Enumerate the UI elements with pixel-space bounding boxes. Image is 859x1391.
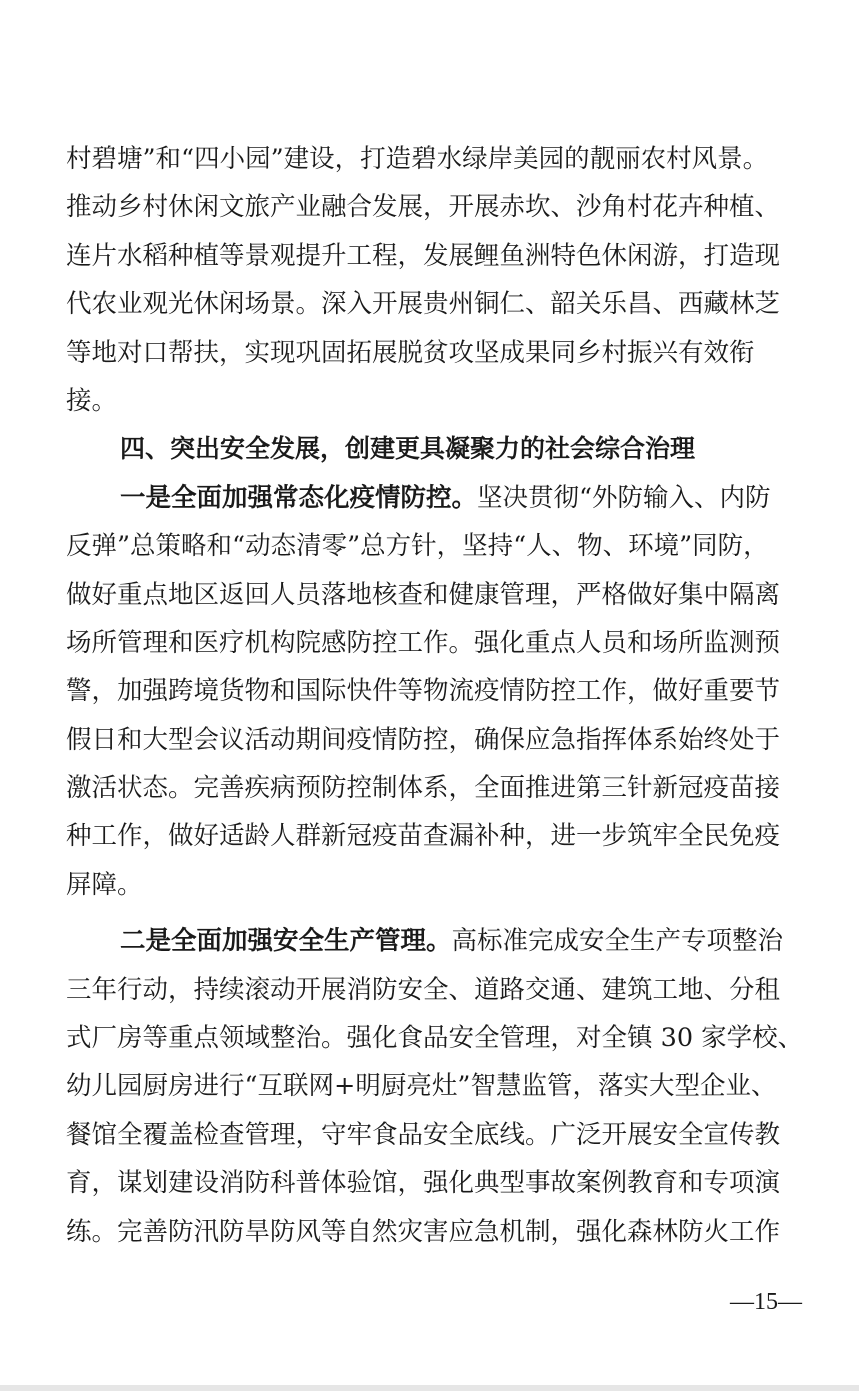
text-line: 场所管理和医疗机构院感防控工作。强化重点人员和场所监测预	[66, 627, 781, 658]
text-line: 推动乡村休闲文旅产业融合发展，开展赤坎、沙角村花卉种植、	[66, 192, 781, 223]
paragraph-lead: 二是全面加强安全生产管理。	[120, 926, 452, 957]
text-line: 连片水稻种植等景观提升工程，发展鲤鱼洲特色休闲游，打造现	[66, 240, 781, 271]
page-number: —15—	[730, 1289, 802, 1315]
text-line: 育，谋划建设消防科普体验馆，强化典型事故案例教育和专项演	[66, 1168, 781, 1199]
paragraph-text: 高标准完成安全生产专项整治	[451, 926, 784, 957]
paragraph-lead: 一是全面加强常态化疫情防控。	[120, 482, 478, 513]
text-line: 等地对口帮扶，实现巩固拓展脱贫攻坚成果同乡村振兴有效衔	[66, 337, 755, 368]
text-line: 屏障。	[66, 869, 143, 900]
text-line: 种工作，做好适龄人群新冠疫苗查漏补种，进一步筑牢全民免疫	[66, 821, 781, 852]
paragraph-first-line	[66, 917, 806, 965]
document-body	[66, 135, 806, 1256]
text-line: 警，加强跨境货物和国际快件等物流疫情防控工作，做好重要节	[66, 676, 781, 707]
text-line: 接。	[66, 385, 118, 416]
text-line: 做好重点地区返回人员落地核查和健康管理，严格做好集中隔离	[66, 579, 781, 610]
text-line: 反弹”总策略和“动态清零”总方针，坚持“人、物、环境”同防，	[66, 531, 769, 562]
paragraph-text: 坚决贯彻“外防输入、内防	[477, 482, 771, 513]
text-line: 激活状态。完善疾病预防控制体系，全面推进第三针新冠疫苗接	[66, 773, 781, 804]
page-bottom-edge	[0, 1385, 859, 1391]
section-heading: 四、突出安全发展，创建更具凝聚力的社会综合治理	[120, 434, 696, 464]
text-line: 式厂房等重点领域整治。强化食品安全管理，对全镇 30 家学校、	[66, 1023, 804, 1054]
text-line: 代农业观光休闲场景。深入开展贵州铜仁、韶关乐昌、西藏林芝	[66, 289, 781, 320]
text-line: 假日和大型会议活动期间疫情防控，确保应急指挥体系始终处于	[66, 724, 781, 755]
text-line: 餐馆全覆盖检查管理，守牢食品安全底线。广泛开展安全宣传教	[66, 1119, 781, 1150]
paragraph-first-line	[66, 474, 806, 522]
text-line: 村碧塘”和“四小园”建设，打造碧水绿岸美园的靓丽农村风景。	[66, 144, 769, 174]
text-line: 三年行动，持续滚动开展消防安全、道路交通、建筑工地、分租	[66, 974, 781, 1005]
text-line: 练。完善防汛防旱防风等自然灾害应急机制，强化森林防火工作	[66, 1216, 781, 1247]
text-line: 幼儿园厨房进行“互联网+明厨亮灶”智慧监管，落实大型企业、	[66, 1071, 777, 1102]
